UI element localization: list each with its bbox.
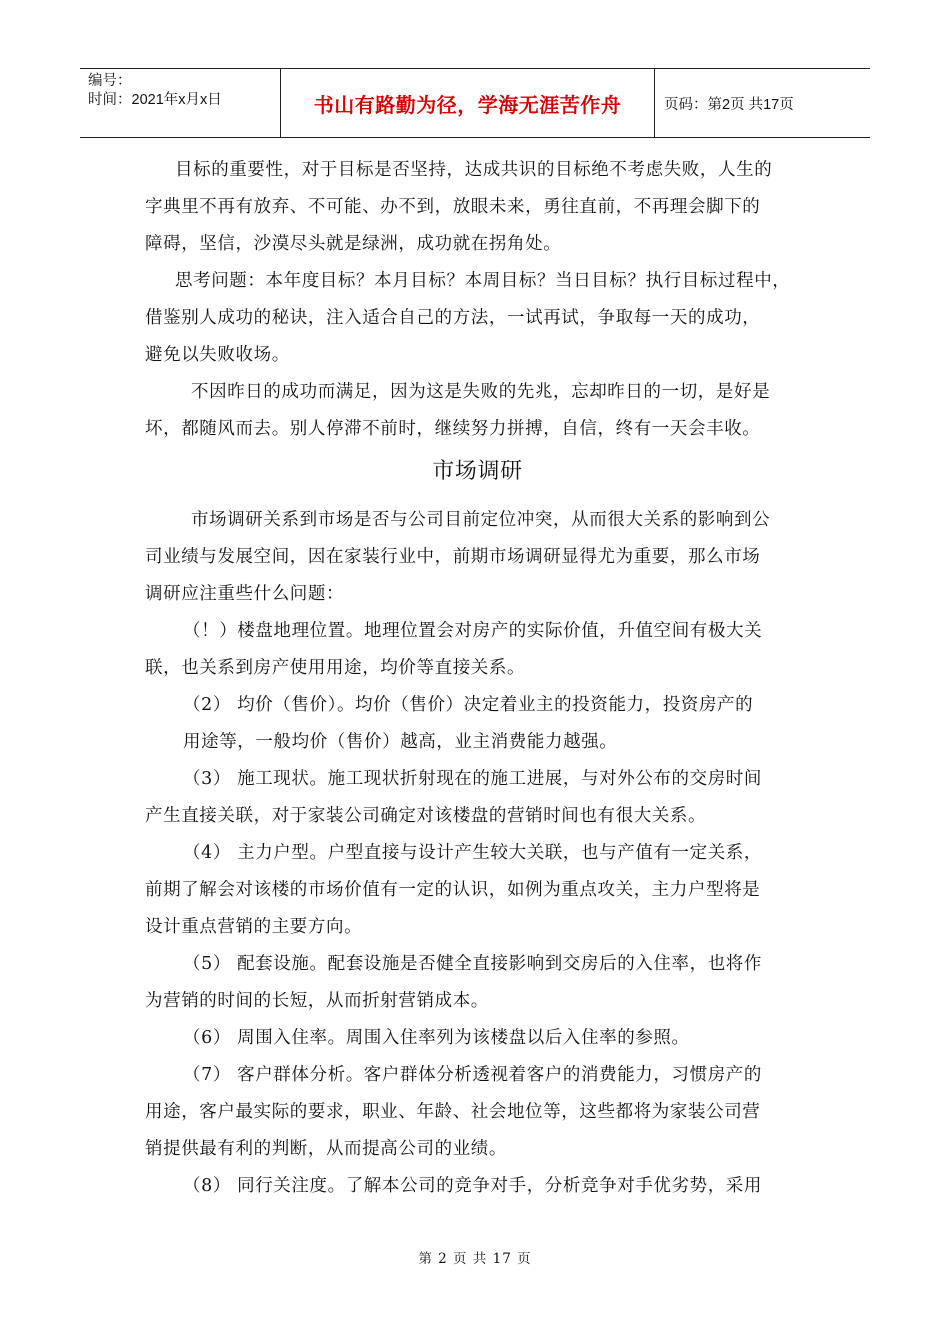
text-line: 市场调研关系到市场是否与公司目前定位冲突，从而很大关系的影响到公 (191, 510, 771, 530)
header-page-info: 页码：第2页 共17页 (664, 96, 794, 113)
page-footer: 第 2 页 共 17 页 (418, 1251, 532, 1267)
list-item-customer-analysis (145, 1057, 810, 1168)
text-line: 销提供最有利的判断，从而提高公司的业绩。 (145, 1139, 507, 1159)
text-line: （3） 施工现状。施工现状折射现在的施工进展，与对外公布的交房时间 (183, 769, 762, 789)
list-item-occupancy (145, 1020, 810, 1057)
text-line: （！）楼盘地理位置。地理位置会对房产的实际价值，升值空间有极大关 (183, 621, 763, 641)
text-line: 字典里不再有放弃、不可能、办不到，放眼未来，勇往直前，不再理会脚下的 (145, 197, 761, 217)
text-line: 障碍，坚信，沙漠尽头就是绿洲，成功就在拐角处。 (145, 234, 562, 254)
text-line: 坏，都随风而去。别人停滞不前时，继续努力拼搏，自信，终有一天会丰收。 (145, 419, 761, 439)
text-line: 避免以失败收场。 (145, 345, 290, 365)
list-item-layout (145, 835, 810, 946)
list-item-competition (145, 1168, 810, 1205)
text-line: （6） 周围入住率。周围入住率列为该楼盘以后入住率的参照。 (183, 1028, 690, 1048)
header-motto: 书山有路勤为径，学海无涯苦作舟 (281, 69, 655, 137)
text-line: 目标的重要性，对于目标是否坚持，达成共识的目标绝不考虑失败，人生的 (175, 160, 773, 180)
paragraph-market-research-intro (145, 502, 810, 613)
list-item-facilities (145, 946, 810, 1020)
list-item-construction (145, 761, 810, 835)
section-title: 市场调研 (432, 459, 523, 484)
page-header (80, 68, 870, 138)
text-line: 不因昨日的成功而满足，因为这是失败的先兆，忘却昨日的一切，是好是 (191, 382, 771, 402)
document-body (145, 152, 810, 1205)
text-line: 用途等，一般均价（售价）越高，业主消费能力越强。 (183, 732, 618, 752)
text-line: 调研应注重些什么问题： (145, 584, 345, 604)
document-number-label: 编号： (88, 73, 132, 89)
document-date: 时间：2021年x月x日 (88, 92, 222, 108)
text-line: （5） 配套设施。配套设施是否健全直接影响到交房后的入住率，也将作 (183, 954, 762, 974)
text-line: 司业绩与发展空间，因在家装行业中，前期市场调研显得尤为重要，那么市场 (145, 547, 761, 567)
text-line: （2） 均价（售价）。均价（售价）决定着业主的投资能力，投资房产的 (183, 695, 754, 715)
paragraph-not-satisfied (145, 374, 810, 448)
paragraph-thinking-questions (145, 263, 810, 374)
text-line: （7） 客户群体分析。客户群体分析透视着客户的消费能力，习惯房产的 (183, 1065, 762, 1085)
header-meta (80, 69, 281, 137)
text-line: 设计重点营销的主要方向。 (145, 917, 363, 937)
text-line: 为营销的时间的长短，从而折射营销成本。 (145, 991, 489, 1011)
text-line: 联，也关系到房产使用用途，均价等直接关系。 (145, 658, 526, 678)
text-line: 思考问题：本年度目标？本月目标？本周目标？当日目标？执行目标过程中， (175, 271, 791, 291)
list-item-location (145, 613, 810, 687)
text-line: 用途，客户最实际的要求，职业、年龄、社会地位等，这些都将为家装公司营 (145, 1102, 761, 1122)
text-line: 前期了解会对该楼的市场价值有一定的认识，如例为重点攻关，主力户型将是 (145, 880, 761, 900)
paragraph-goal-importance (145, 152, 810, 263)
text-line: 产生直接关联，对于家装公司确定对该楼盘的营销时间也有很大关系。 (145, 806, 707, 826)
text-line: （4） 主力户型。户型直接与设计产生较大关联，也与产值有一定关系， (183, 843, 762, 863)
text-line: （8） 同行关注度。了解本公司的竞争对手，分析竞争对手优劣势，采用 (183, 1176, 762, 1196)
list-item-price (145, 687, 810, 761)
text-line: 借鉴别人成功的秘诀，注入适合自己的方法，一试再试，争取每一天的成功， (145, 308, 761, 328)
